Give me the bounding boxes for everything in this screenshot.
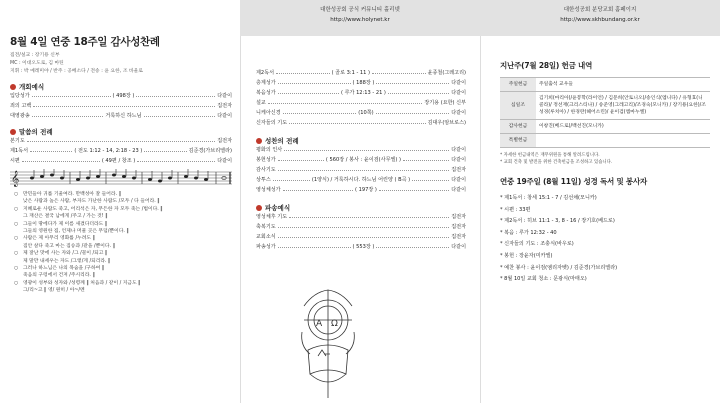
psalm-verse: ○ 사람은 제 아무리 영화를 /누려도 ‖ <box>14 236 95 242</box>
circle-icon: ○ <box>14 206 19 212</box>
circle-icon: ○ <box>14 266 19 272</box>
psalm-verse: ○ 그들이 땅에다가 제 이름 새겼다더라도 ‖ <box>14 221 108 227</box>
psalm-text <box>10 191 232 295</box>
circle-icon: ○ <box>14 251 19 257</box>
section-heading-word: 말씀의 전례 <box>10 127 232 136</box>
liturgy-row: 본기도 집전자 <box>10 138 232 144</box>
liturgy-row: 설교 장기용 (요한) 신부 <box>256 100 466 106</box>
bullet-icon <box>10 129 16 135</box>
table-row <box>500 120 710 134</box>
liturgy-row: 시편 ( 49편 / 창조 ) 다같이 <box>10 158 232 164</box>
circle-icon: ○ <box>14 221 19 227</box>
liturgy-row: 입당성가 ( 498장 ) 다같이 <box>10 93 232 99</box>
circle-icon: ○ <box>14 280 19 286</box>
table-row <box>500 92 710 120</box>
liturgy-row: 파송성가 ( 553장 ) 다같이 <box>256 244 466 250</box>
banner-title: 대한성공회 공식 커뮤니티 홀리넷 <box>320 7 400 13</box>
liturgy-row: 평화의 인사 다같이 <box>256 147 466 153</box>
table-cell: 십일조 <box>500 92 536 120</box>
list-item: * 제2독서 : 히브 11:1 - 3, 8 - 16 / 장기호(베드로) <box>500 218 615 225</box>
liturgy-row: 상투스 (1양식) / 거룩하시다. 하느님 어린양 ( B곡 ) 다같이 <box>256 177 466 183</box>
svg-text:A: A <box>316 319 323 329</box>
psalm-verse: ○ 지혜로운 사람도 죽고, 어리석은 자, 무든한 자 모두 죽는 /법이다. ‖ <box>14 206 163 212</box>
opening-rows <box>10 91 232 121</box>
liturgy-row: 봉헌성가 ( 560장 / 봉사 : 윤이검(사무엘) ) 다같이 <box>256 157 466 163</box>
table-cell: 주일헌금 <box>500 78 536 92</box>
table-cell: 주일출석 교우들 <box>536 78 710 92</box>
table-cell: 이창진(베드로)/백선진(모니카) <box>536 120 710 134</box>
reading-rows <box>256 68 466 128</box>
table-row <box>500 78 710 92</box>
list-item: * 봉헌 : 장윤자(미카엘) <box>500 252 553 259</box>
schedule-title: 연중 19주일 (8월 11일) 성경 독서 및 봉사자 <box>500 177 648 186</box>
table-cell: 김기희(마리아)/윤봉학(라이언) / 김문희(안토니오)/송인식(엠니다) / 유형효(니콜라)/ 정선재(크리스티나) / 송준영(그레고리)/조경숙(모니카) / 장기용(요한)/조성경(루치아) / 한경란(헤어소린)/ 윤이검(엠마누엘) <box>536 92 710 120</box>
section-heading-dismissal: 파송예식 <box>256 203 466 212</box>
table-cell: 특별헌금 <box>500 134 536 148</box>
holynet-banner[interactable] <box>240 0 480 36</box>
bullet-icon <box>10 84 16 90</box>
bullet-icon <box>256 138 262 144</box>
table-cell: 감사헌금 <box>500 120 536 134</box>
svg-text:𝄞: 𝄞 <box>11 171 20 187</box>
banner-url-link[interactable]: http://www.skhbundang.or.kr <box>560 17 640 23</box>
liturgy-row: 축복기도 집전자 <box>256 224 466 230</box>
list-item: * 예찬 봉사 : 윤이검(엠리자벳) / 김준경(가브리엘라) <box>500 264 618 271</box>
offering-notes <box>500 152 710 166</box>
liturgy-row: 영성체후 기도 집전자 <box>256 214 466 220</box>
section-heading-eucharist: 성찬의 전례 <box>256 136 466 145</box>
offering-table <box>500 77 710 148</box>
music-staff-image <box>10 169 232 187</box>
psalm-verse: ○ 제 잘난 맛에 사는 자와 /그 /꼴이 /되고 ‖ <box>14 251 108 257</box>
meta-line: 집전/설교 : 장기용 신부 <box>10 53 60 58</box>
liturgy-row: 신자들의 기도 김대우(암브로스) <box>256 120 466 126</box>
liturgy-row: 감사기도 집전자 <box>256 167 466 173</box>
liturgy-row: 교회소식 집전자 <box>256 234 466 240</box>
banner-url-link[interactable]: http://www.holynet.kr <box>330 17 390 23</box>
psalm-verse: 짐안 살다 죽고 마는 짐승과 /같을 /뿐이다. ‖ <box>23 243 115 249</box>
liturgy-row: 층계성가 ( 188장 ) 다같이 <box>256 80 466 86</box>
officiants <box>10 52 232 76</box>
note-line: * 자세한 헌금내역은 재무위원을 통해 알려드립니다. <box>500 153 600 158</box>
psalm-verse: 그 재산은 결국 남에게 /주고 / 가는 것! ‖ <box>23 214 108 220</box>
liturgy-row: 대영광송 거룩하신 하느님 다같이 <box>10 113 232 119</box>
circle-icon: ○ <box>14 192 19 197</box>
word-rows <box>10 136 232 166</box>
column-notices <box>480 0 720 403</box>
psalm-verse: ○ 만민들아 귀를 기울여라. 만백성아 잘 들어라. ‖ <box>14 192 122 197</box>
note-line: * 교회 건축 및 발전을 위한 건축헌금을 조성하고 있습니다. <box>500 160 613 165</box>
list-item: * 복음 : 루가 12:32 - 40 <box>500 229 557 236</box>
svg-text:Ω: Ω <box>331 319 338 329</box>
liturgy-row: 제1독서 ( 전도 1:12 - 14, 2:18 - 23 ) 김준경(가브리엘라) <box>10 148 233 154</box>
list-item: * 8월 10일 교회 청소 : 문광식(마태오) <box>500 276 587 283</box>
bullet-icon <box>256 205 262 211</box>
page-title: 8월 4일 연중 18주일 감사성찬례 <box>10 36 160 48</box>
table-cell <box>536 134 710 148</box>
circle-icon: ○ <box>14 236 19 242</box>
section-heading-opening: 개회예식 <box>10 82 232 91</box>
liturgy-row: 죄의 고백 집전자 <box>10 103 232 109</box>
liturgy-row: 니케아신경 (10쪽) 다같이 <box>256 110 467 116</box>
psalm-verse: 그들의 영원한 집, 언제나 머물 곳은 무덤/뿐이다. ‖ <box>23 229 129 235</box>
psalm-verse: 그/리~고 ‖ 영/ 원히 / 아~/멘 <box>23 288 85 294</box>
psalm-verse: 낮은 사람과 높은 사람, 부자도 가난한 사람도 /모두 / 다 들어라. ‖ <box>23 199 160 205</box>
psalm-verse: ○ 그러나 하느님은 나의 목숨을 /구하여 ‖ <box>14 266 105 272</box>
list-item: * 제1독서 : 창세 15:1 - 7 / 김선채(모니카) <box>500 195 597 201</box>
meta-line: MC : 이대오도로, 김 마틴 <box>10 61 64 66</box>
parish-homepage-banner[interactable] <box>480 0 720 36</box>
eucharist-rows <box>256 145 466 195</box>
offering-title: 지난주(7월 28일) 헌금 내역 <box>500 61 593 70</box>
psalm-verse: ○ 영광이 성부와 성자와 /성령께 ‖ 처음과 / 같이 / 지금도 ‖ <box>14 280 141 286</box>
column-service-order-2 <box>240 0 480 403</box>
liturgy-row: 제2독서 ( 골로 3:1 - 11 ) 윤종철(그레고리) <box>256 70 466 76</box>
schedule-list <box>500 193 710 286</box>
table-row <box>500 134 710 148</box>
dismissal-rows <box>256 212 466 252</box>
column-service-order-1 <box>0 0 240 403</box>
list-item: * 신자들의 기도 : 조충식(바우로) <box>500 241 574 248</box>
church-emblem-image <box>298 270 358 402</box>
psalm-verse: 제 말만 내세우는 자도 /그렇/게 /되리라. ‖ <box>23 258 111 264</box>
meta-line: 지휘 : 박 예레미야 / 반주 : 공베소다 / 전송 : 윤 요한, 조 바울로 <box>10 69 143 74</box>
psalm-verse: 죽음의 구렁에서 건져 /주시리라. ‖ <box>23 273 95 279</box>
liturgy-row: 복음성가 ( 루가 12:13 - 21 ) 다같이 <box>256 90 466 96</box>
banner-title: 대한성공회 분당교회 홈페이지 <box>563 7 637 13</box>
liturgy-row: 영성체성가 ( 197장 ) 다같이 <box>256 187 467 193</box>
list-item: * 시편 : 33편 <box>500 206 531 213</box>
